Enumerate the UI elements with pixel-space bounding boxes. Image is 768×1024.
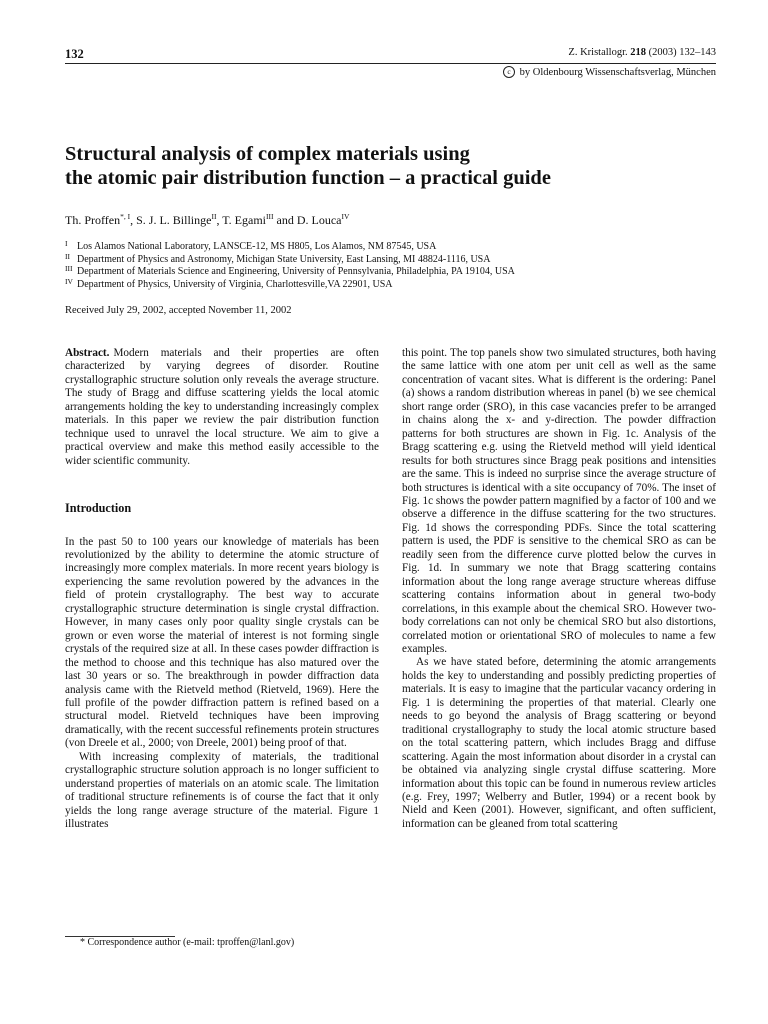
author-superscript: IV [341,212,350,221]
author-superscript: II [211,212,217,221]
abstract-text: Modern materials and their properties are often characterized by varying degrees of disorder. Routine crystallographic structure solution only reveals the average structure. The study of Bragg and diffuse scattering yields the local atomic arrangements holding the key to understanding increasingly complex materials. In this paper we review the pair distribution function technique used to unravel the local structure. We aim to give a practical overview and make this method easily accessible to the wider scientific community. [65,347,379,467]
affiliation-mark: II [65,251,70,261]
right-column [402,347,716,831]
abstract-label: Abstract. [65,347,110,359]
paragraph: In the past 50 to 100 years our knowledge of materials has been revolutionized by the ability to determine the atomic structure of increasingly more complex materials. In more recent years biology is experiencing the same revolution powered by the advances in the field of protein crystallography. The best way to accurate crystallographic structure determination is single crystal diffraction. However, in many cases only poor quality single crystals can be grown or even worse the material of interest is not forming single crystals of the required size at all. In these cases powder diffraction is the method to choose and this technique has also matured over the last 30 years or so. The breakthrough in powder diffraction data analysis came with the Rietveld method (Rietveld, 1969). Here the full profile of the powder diffraction pattern is refined based on a structural model. Rietveld techniques have been improving dramatically, with the recent successful refinements protein structures (von Dreele et al., 2000; von Dreele, 2001) being proof of that. [65,535,379,750]
paragraph: this point. The top panels show two simulated structures, both having the same lattice with one atom per unit cell as well as the same concentration of vacant sites. What is different is the ordering: Panel (a) shows a random distribution whereas in panel (b) we see chemical short range order (SRO), in this case vacancies prefer to be arranged in chains along the x- and y-direction. The powder diffraction patterns for both structures are shown in Fig. 1c. Analysis of the Bragg scattering e.g. using the Rietveld method will yield identical results for both structures since Bragg peak positions and intensities are the same. This is indeed no surprise since the average structure of both structures is identical with a site occupancy of 70%. The inset of Fig. 1c shows the powder pattern magnified by a factor of 100 and we observe a difference in the diffuse scattering for the two structures. Fig. 1d shows the corresponding PDFs. Since the total scattering pattern is used, the PDF is sensitive to the chemical SRO as can be readily seen from the difference curve plotted below the curves in Fig. 1d. In summary we note that Bragg scattering contains information about the long range average structure whereas diffuse scattering contains information about in general two-body correlations, in this example about the chemical SRO. However two-body correlations can not only be chemical SRO but also distortions, correlated motion or orientational SRO of molecules to name a few examples. [402,347,716,655]
paragraph: With increasing complexity of materials, the traditional crystallographic structure solution approach is no longer sufficient to understand properties of materials on an atomic scale. The limitation of traditional structure refinements is of course the fact that it only yields the long range average structure of the material. Figure 1 illustrates [65,750,379,831]
publisher: by Oldenbourg Wissenschaftsverlag, München [519,67,716,78]
paragraph: As we have stated before, determining the atomic arrangements holds the key to understanding and possibly predicting properties of materials. It is easy to imagine that the particular vacancy ordering in Fig. 1 is determining the properties of that material. Clearly one needs to go beyond the analysis of Bragg scattering or beyond traditional crystallography to study the local atomic structure based on the total scattering pattern, which includes Bragg and diffuse scattering. Again the most information about disorder in a crystal can be obtained via analyzing single crystal diffuse scattering. More information about this topic can be found in numerous review articles (e.g. Frey, 1997; Welberry and Butler, 1994) or a recent book by Nield and Keen (2001). However, significant, and often sufficient, information can be gleaned from total scattering [402,656,716,830]
footnote: * Correspondence author (e-mail: tproffen@lanl.gov) [80,937,295,948]
author-name: , T. Egami [216,213,266,227]
affiliation-text: Los Alamos National Laboratory, LANSCE-12, MS H805, Los Alamos, NM 87545, USA [77,241,437,252]
affiliation-mark: IV [65,276,73,286]
title-line-2: the atomic pair distribution function – a practical guide [65,166,551,189]
page-number: 132 [65,47,84,61]
affiliation-item [65,266,515,279]
title-line-1: Structural analysis of complex materials using [65,143,470,165]
copyright-line [503,66,716,78]
author-name: and D. Louca [273,213,342,227]
affiliation-text: Department of Materials Science and Engineering, University of Pennsylvania, Philadelphia, PA 19104, USA [77,266,515,278]
copyright-icon: c [503,66,515,78]
header-rule [65,63,716,64]
journal-volume: 218 [630,47,646,58]
journal-citation [568,47,716,58]
author-superscript: III [266,212,274,221]
affiliation-item [65,251,515,267]
affiliation-text: Department of Physics and Astronomy, Michigan State University, East Lansing, MI 48824-1116, USA [77,253,491,265]
journal-name: Z. Kristallogr. [568,47,628,58]
affiliation-text: Department of Physics, University of Virginia, Charlottesville,VA 22901, USA [77,278,393,290]
author-list [65,213,349,228]
affiliations [65,241,515,291]
abstract [65,347,379,468]
affiliation-item [65,276,515,292]
left-column [65,347,379,832]
journal-year-pages: (2003) 132–143 [648,47,716,58]
paper-title [65,143,685,190]
received-date: Received July 29, 2002, accepted November 11, 2002 [65,305,292,316]
section-heading-introduction: Introduction [65,501,132,516]
affiliation-item [65,241,515,254]
author-name: , S. J. L. Billinge [130,213,212,227]
author-superscript: *, I [120,212,131,221]
affiliation-mark: III [65,264,73,274]
author-name: Th. Proffen [65,213,121,227]
affiliation-mark: I [65,239,68,248]
